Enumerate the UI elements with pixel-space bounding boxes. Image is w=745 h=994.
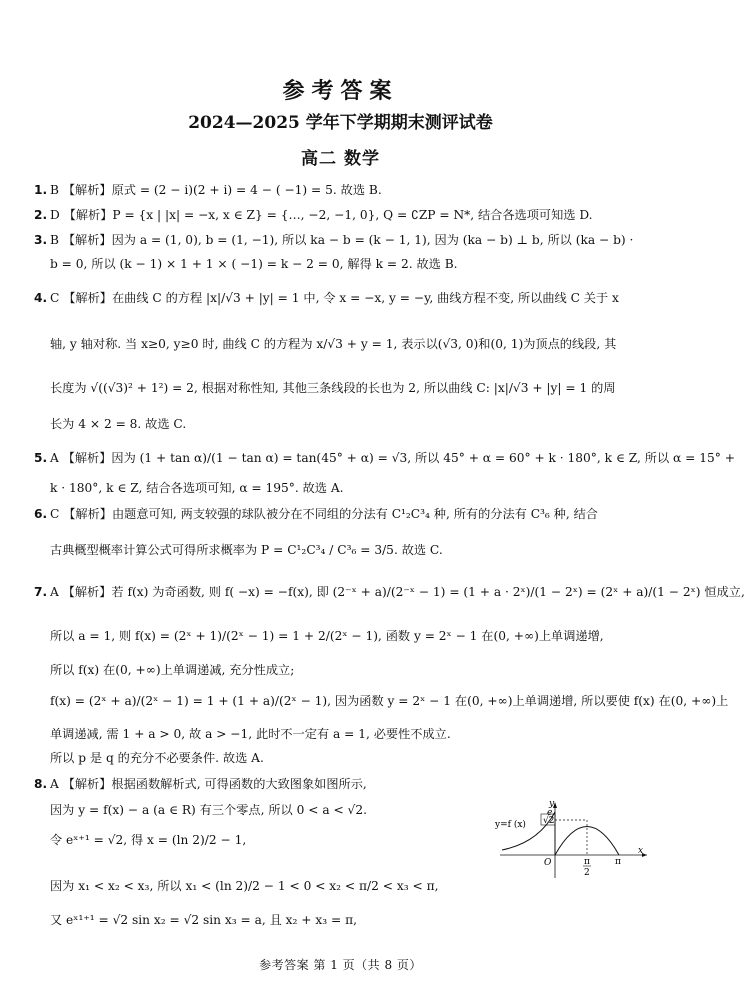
answer-line: 因为 y = f(x) − a (a ∈ R) 有三个零点, 所以 0 < a < √2.: [50, 803, 367, 817]
answer-line: C 【解析】在曲线 C 的方程 |x|/√3 + |y| = 1 中, 令 x = −x, y = −y, 曲线方程不变, 所以曲线 C 关于 x: [50, 291, 619, 305]
course-name: 高二 数学: [301, 149, 380, 169]
pi-half-denominator: 2: [584, 868, 590, 878]
answer-line: 长为 4 × 2 = 8. 故选 C.: [50, 417, 187, 431]
answer-line: 因为 x₁ < x₂ < x₃, 所以 x₁ < (ln 2)/2 − 1 < 0 < x₂ < π/2 < x₃ < π,: [50, 879, 439, 893]
answer-line: f(x) = (2ˣ + a)/(2ˣ − 1) = 1 + (1 + a)/(2ˣ − 1), 因为函数 y = 2ˣ − 1 在(0, +∞)上单调递增, 所以要使 f(x) 在(0, +∞)上: [50, 694, 729, 708]
answer-line: B 【解析】因为 a = (1, 0), b = (1, −1), 所以 ka − b = (k − 1, 1), 因为 (ka − b) ⊥ b, 所以 (ka − b) ·: [50, 233, 634, 247]
page-title: 参考答案: [282, 78, 399, 104]
answer-line: D 【解析】P = {x | |x| = −x, x ∈ Z} = {…, −2, −1, 0}, Q = ∁ZP = N*, 结合各选项可知选 D.: [50, 208, 593, 222]
question-number: 6.: [34, 507, 48, 521]
exam-subtitle: 2024—2025 学年下学期期末测评试卷: [188, 113, 493, 133]
question-number: 7.: [34, 585, 48, 599]
answer-line: 所以 p 是 q 的充分不必要条件. 故选 A.: [50, 751, 264, 765]
question-number: 2.: [34, 208, 48, 222]
answer-line: B 【解析】原式 = (2 − i)(2 + i) = 4 − ( −1) = 5. 故选 B.: [50, 183, 382, 197]
answer-line: A 【解析】因为 (1 + tan α)/(1 − tan α) = tan(45° + α) = √3, 所以 45° + α = 60° + k · 180°, k ∈ Z, 所以 α = 15° +: [50, 451, 735, 465]
answer-line: 又 eˣ¹⁺¹ = √2 sin x₂ = √2 sin x₃ = a, 且 x₂ + x₃ = π,: [50, 913, 357, 927]
y-axis-label: y: [549, 799, 555, 809]
function-graph: [492, 800, 652, 880]
question-number: 8.: [34, 777, 48, 791]
e-label: e: [547, 808, 553, 818]
sqrt2-label: √2: [543, 816, 555, 826]
curve-label: y=f (x): [495, 820, 526, 830]
page-footer: 参考答案 第 1 页（共 8 页）: [259, 958, 422, 972]
pi-half-numerator: π: [584, 857, 590, 867]
answer-line: 所以 f(x) 在(0, +∞)上单调递减, 充分性成立;: [50, 663, 295, 677]
question-number: 3.: [34, 233, 48, 247]
answer-line: 单调递减, 需 1 + a > 0, 故 a > −1, 此时不一定有 a = 1, 必要性不成立.: [50, 727, 451, 741]
answer-line: C 【解析】由题意可知, 两支较强的球队被分在不同组的分法有 C¹₂C³₄ 种, 所有的分法有 C³₆ 种, 结合: [50, 507, 598, 521]
answer-line: A 【解析】若 f(x) 为奇函数, 则 f( −x) = −f(x), 即 (2⁻ˣ + a)/(2⁻ˣ − 1) = (1 + a · 2ˣ)/(1 − 2ˣ) = (2ˣ + a)/(1 − 2ˣ) 恒成立,: [50, 585, 745, 599]
x-axis-label: x: [638, 846, 644, 856]
question-number: 4.: [34, 291, 48, 305]
answer-line: k · 180°, k ∈ Z, 结合各选项可知, α = 195°. 故选 A.: [50, 481, 344, 495]
answer-line: 令 eˣ⁺¹ = √2, 得 x = (ln 2)/2 − 1,: [50, 833, 247, 847]
answer-line: b = 0, 所以 (k − 1) × 1 + 1 × ( −1) = k − 2 = 0, 解得 k = 2. 故选 B.: [50, 257, 458, 271]
question-number: 5.: [34, 451, 48, 465]
answer-line: 轴, y 轴对称. 当 x≥0, y≥0 时, 曲线 C 的方程为 x/√3 + y = 1, 表示以(√3, 0)和(0, 1)为顶点的线段, 其: [50, 337, 617, 351]
origin-label: O: [544, 858, 552, 868]
answer-line: 所以 a = 1, 则 f(x) = (2ˣ + 1)/(2ˣ − 1) = 1 + 2/(2ˣ − 1), 函数 y = 2ˣ − 1 在(0, +∞)上单调递增,: [50, 629, 604, 643]
pi-label: π: [615, 857, 621, 867]
answer-line: 古典概型概率计算公式可得所求概率为 P = C¹₂C³₄ / C³₆ = 3/5. 故选 C.: [50, 543, 443, 557]
answer-line: A 【解析】根据函数解析式, 可得函数的大致图象如图所示,: [50, 777, 367, 791]
answer-line: 长度为 √((√3)² + 1²) = 2, 根据对称性知, 其他三条线段的长也为 2, 所以曲线 C: |x|/√3 + |y| = 1 的周: [50, 381, 616, 395]
question-number: 1.: [34, 183, 48, 197]
